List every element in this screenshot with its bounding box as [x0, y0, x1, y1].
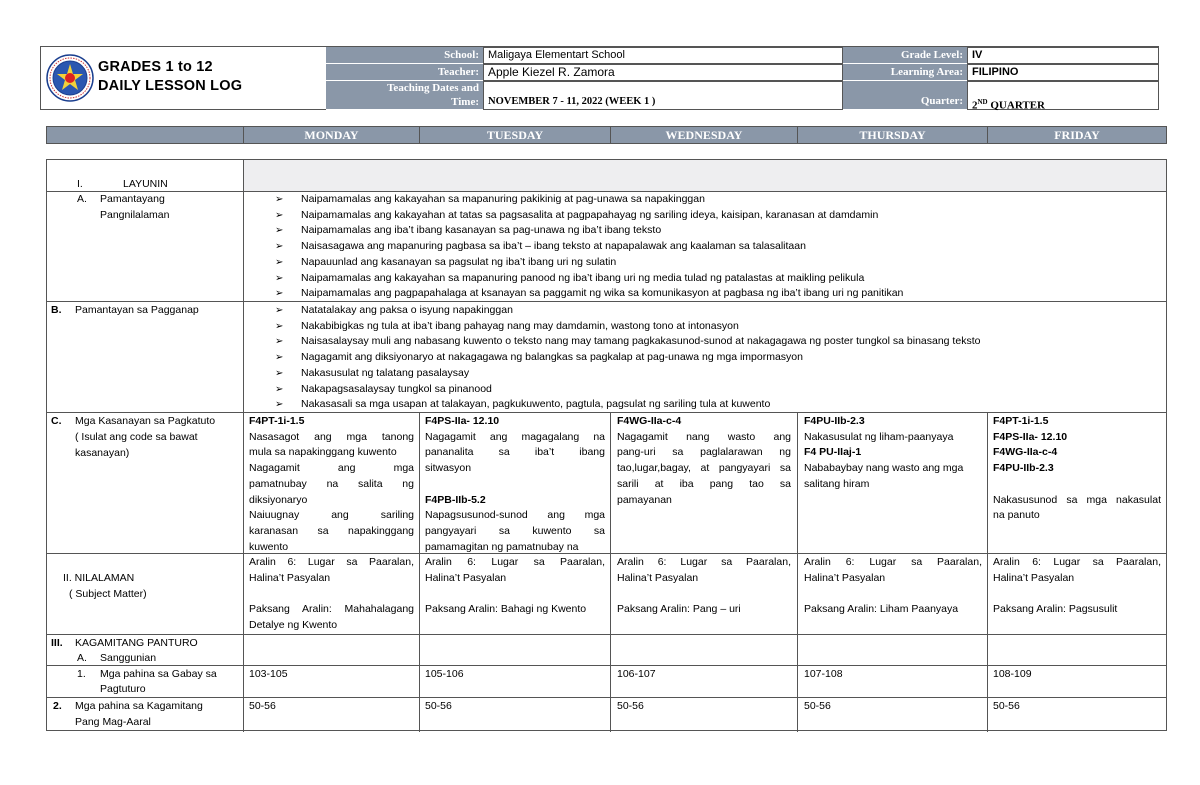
arrow-bullet-icon: ➢	[275, 367, 284, 379]
monday-line: mula sa napakinggang kuwento	[249, 446, 397, 459]
wednesday-line: tao,lugar,bagay, at pangyayari sa	[617, 462, 791, 475]
arrow-bullet-icon: ➢	[275, 209, 284, 221]
col-divider	[419, 412, 420, 732]
arrow-bullet-icon: ➢	[275, 336, 284, 348]
objective-text: Naipamamalas ang kakayahan at tatas sa pagsasalita at pagpapahayag ng sariling ideya, kaisipan, karanasan at damdamin	[301, 208, 879, 221]
thursday-content-cell	[804, 555, 982, 618]
wednesday-line: sarili at iba pang tao sa	[617, 477, 791, 490]
monday-line: Nasasagot ang mga tanong	[249, 430, 414, 443]
friday-code: F4PS-IIa- 12.10	[993, 430, 1068, 443]
tuesday-code-2: F4PB-IIb-5.2	[425, 493, 486, 506]
wednesday-topic: Paksang Aralin: Pang – uri	[617, 603, 741, 616]
wednesday-line: pang-uri sa paglalarawan ng	[617, 446, 791, 459]
aralin-title: Aralin 6: Lugar sa Paaralan,	[804, 556, 982, 568]
lm-pages-wednesday: 50-56	[617, 700, 644, 712]
kagamitan-label-2b: Pang Mag-Aaral	[75, 716, 151, 728]
page-title	[98, 58, 242, 96]
objective-text: Naipamamalas ang iba’t ibang kasanayan sa pag-unawa ng iba’t ibang teksto	[301, 224, 662, 237]
arrow-bullet-icon: ➢	[275, 288, 284, 300]
thursday-line: Nababaybay nang wasto ang mga	[804, 462, 964, 475]
tuesday-line: pananalita sa iba’t ibang	[425, 446, 605, 459]
lm-pages-friday: 50-56	[993, 700, 1020, 712]
tuesday-line: Napagsusunod-sunod ang mga	[425, 509, 605, 522]
row-divider	[47, 665, 1166, 666]
row-divider	[47, 553, 1166, 554]
teacher-value: Apple Kiezel R. Zamora	[483, 64, 843, 81]
nilalaman-label-1: II. NILALAMAN	[63, 572, 135, 584]
friday-code: F4WG-IIa-c-4	[993, 446, 1058, 459]
wednesday-code: F4WG-IIa-c-4	[617, 415, 682, 427]
monday-line: pamatnubay na salita ng	[249, 477, 414, 490]
dates-label-line1: Teaching Dates and	[387, 82, 479, 94]
gabay-pages-tuesday: 105-106	[425, 668, 464, 680]
col-divider	[797, 412, 798, 732]
tuesday-content-cell	[425, 555, 605, 618]
tuesday-line: pamamagitan ng pamatnubay na	[425, 540, 579, 553]
row-divider	[47, 634, 1166, 635]
lm-pages-tuesday: 50-56	[425, 700, 452, 712]
objective-text: Naisasagawa ang mapanuring pagbasa sa iba’t – ibang teksto at napapalawak ang kaalaman sa talasalitaan	[301, 240, 806, 253]
arrow-bullet-icon: ➢	[275, 272, 284, 284]
day-tuesday: TUESDAY	[419, 127, 610, 143]
monday-topic: Paksang Aralin: Mahahalagang	[249, 603, 414, 616]
aralin-title: Aralin 6: Lugar sa Paaralan,	[617, 556, 791, 568]
lesson-log-header	[40, 46, 1159, 110]
wednesday-line: pamayanan	[617, 493, 672, 506]
monday-line: kuwento	[249, 540, 289, 553]
lm-pages-monday: 50-56	[249, 700, 276, 712]
thursday-code: F4PU-IIb-2.3	[804, 415, 865, 427]
weekday-header-bar	[46, 126, 1167, 144]
arrow-bullet-icon: ➢	[275, 383, 284, 395]
quarter-rest: QUARTER	[987, 99, 1045, 112]
layunin-header-fill	[243, 160, 1166, 191]
col-divider	[610, 412, 611, 732]
day-thursday: THURSDAY	[797, 127, 987, 143]
gabay-label-2: Pagtuturo	[100, 683, 146, 695]
dates-label-line2: Time:	[451, 96, 479, 108]
layunin-label: LAYUNIN	[123, 178, 168, 190]
quarter-label	[843, 81, 967, 110]
col-divider	[243, 160, 244, 732]
gabay-label-1: Mga pahina sa Gabay sa	[100, 668, 217, 680]
quarter-sup: ND	[977, 98, 988, 106]
objective-text: Nagagamit ang diksiyonaryo at nakagagawa ng balangkas sa pagkalap at pag-unawa ng mga impormasyon	[301, 351, 803, 364]
friday-line: Nakasusunod sa mga nakasulat	[993, 493, 1161, 506]
aralin-subtitle: Halina’t Pasyalan	[425, 571, 507, 584]
sanggunian-label: Sanggunian	[100, 652, 157, 664]
monday-skills-cell	[249, 414, 414, 555]
arrow-bullet-icon: ➢	[275, 241, 284, 253]
section-c-label-2: ( Isulat ang code sa bawat	[75, 431, 198, 443]
layunin-number: I.	[77, 178, 83, 190]
tuesday-code: F4PS-IIa- 12.10	[425, 415, 500, 427]
dates-label	[326, 81, 483, 110]
quarter-value	[967, 81, 1159, 110]
section-c-label-3: kasanayan)	[75, 447, 130, 459]
kagamitan-label-2a: Mga pahina sa Kagamitang	[75, 700, 203, 712]
objective-text: Naipamamalas ang pagpapahalaga at ksanayan sa paggamit ng wika sa komunikasyon at pagbasa ng iba’t ibang uri ng panitikan	[301, 287, 904, 300]
col-divider	[987, 412, 988, 732]
gabay-pages-thursday: 107-108	[804, 668, 843, 680]
friday-skills-cell	[993, 414, 1161, 524]
aralin-title: Aralin 6: Lugar sa Paaralan,	[425, 556, 605, 568]
deped-seal-icon	[46, 54, 94, 102]
objective-text: Napauunlad ang kasanayan sa pagsulat ng iba’t ibang uri ng sulatin	[301, 255, 617, 268]
aralin-title: Aralin 6: Lugar sa Paaralan,	[249, 556, 414, 568]
wednesday-content-cell	[617, 555, 791, 618]
area-value: FILIPINO	[967, 64, 1159, 81]
dates-value	[483, 81, 843, 110]
aralin-title: Aralin 6: Lugar sa Paaralan,	[993, 556, 1161, 568]
arrow-bullet-icon: ➢	[275, 399, 284, 411]
section-b-label: Pamantayan sa Pagganap	[75, 304, 199, 316]
aralin-subtitle: Halina’t Pasyalan	[804, 571, 886, 584]
sanggunian-letter: A.	[77, 652, 87, 664]
arrow-bullet-icon: ➢	[275, 256, 284, 268]
gabay-pages-monday: 103-105	[249, 668, 288, 680]
objective-text: Naisasalaysay muli ang nabasang kuwento o teksto nang may tamang pagkakasunod-sunod at nakagagawa ng poster tungkol sa binasang teksto	[301, 335, 981, 348]
friday-content-cell	[993, 555, 1161, 618]
monday-line: diksiyonaryo	[249, 493, 308, 506]
section-a-letter: A.	[77, 193, 87, 205]
gabay-number: 1.	[77, 668, 86, 680]
dates-text: NOVEMBER 7 - 11, 2022 (WEEK 1 )	[488, 96, 656, 107]
gabay-pages-friday: 108-109	[993, 668, 1032, 680]
lesson-table	[46, 159, 1167, 731]
arrow-bullet-icon: ➢	[275, 320, 284, 332]
nilalaman-label-2: ( Subject Matter)	[69, 588, 147, 600]
area-label: Learning Area:	[843, 64, 967, 81]
objective-text: Nakabibigkas ng tula at iba’t ibang pahayag nang may damdamin, wastong tono at intonasyon	[301, 319, 739, 332]
tuesday-topic: Paksang Aralin: Bahagi ng Kwento	[425, 603, 587, 616]
quarter-label-text: Quarter:	[920, 95, 963, 107]
friday-code: F4PU-IIb-2.3	[993, 462, 1054, 475]
tuesday-line: pangyayari sa kuwento sa	[425, 524, 605, 537]
arrow-bullet-icon: ➢	[275, 194, 284, 205]
tuesday-line: sitwasyon	[425, 462, 472, 475]
school-value: Maligaya Elementart School	[483, 47, 843, 64]
objective-text: Naipamamalas ang kakayahan sa mapanuring panood ng iba’t ibang uri ng media tulad ng patalastas at maikling pelikula	[301, 271, 865, 284]
row-divider	[47, 697, 1166, 698]
thursday-skills-cell	[804, 414, 982, 493]
monday-line: Naiuugnay ang sariling	[249, 509, 414, 522]
day-wednesday: WEDNESDAY	[610, 127, 797, 143]
quarter-num: 2	[972, 99, 978, 112]
arrow-bullet-icon: ➢	[275, 352, 284, 364]
thursday-line: Nakasusulat ng liham-paanyaya	[804, 430, 954, 443]
day-monday: MONDAY	[243, 127, 419, 143]
monday-line: karanasan sa napakinggang	[249, 524, 414, 537]
monday-code: F4PT-1i-1.5	[249, 415, 305, 427]
kagamitan-number: III.	[51, 637, 63, 649]
monday-line: Nagagamit ang mga	[249, 462, 414, 475]
objective-text: Natatalakay ang paksa o isyung napakinggan	[301, 304, 513, 316]
kagamitan-label: KAGAMITANG PANTURO	[75, 637, 198, 649]
friday-line: na panuto	[993, 509, 1040, 522]
day-friday: FRIDAY	[987, 127, 1166, 143]
grade-value: IV	[967, 47, 1159, 64]
objective-text: Naipamamalas ang kakayahan sa mapanuring pakikinig at pag-unawa sa napakinggan	[301, 193, 705, 205]
objective-text: Nakasusulat ng talatang pasalaysay	[301, 366, 470, 379]
friday-code: F4PT-1i-1.5	[993, 415, 1049, 427]
monday-topic-2: Detalye ng Kwento	[249, 618, 338, 631]
thursday-topic: Paksang Aralin: Liham Paanyaya	[804, 603, 959, 616]
gabay-pages-wednesday: 106-107	[617, 668, 656, 680]
friday-topic: Paksang Aralin: Pagsusulit	[993, 603, 1118, 616]
teacher-label: Teacher:	[326, 64, 483, 81]
grade-label: Grade Level:	[843, 47, 967, 64]
thursday-line: salitang hiram	[804, 477, 870, 490]
aralin-subtitle: Halina’t Pasyalan	[993, 571, 1075, 584]
objective-text: Nakasasali sa mga usapan at talakayan, pagkukuwento, pagtula, pagsulat ng sariling tula at kuwento	[301, 398, 771, 411]
section-c-label-1: Mga Kasanayan sa Pagkatuto	[75, 415, 216, 427]
aralin-subtitle: Halina’t Pasyalan	[617, 571, 699, 584]
aralin-subtitle: Halina’t Pasyalan	[249, 571, 331, 584]
title-line-2: DAILY LESSON LOG	[98, 78, 243, 94]
thursday-code-2: F4 PU-IIaj-1	[804, 446, 862, 459]
lm-pages-thursday: 50-56	[804, 700, 831, 712]
tuesday-line: Nagagamit ang magagalang na	[425, 430, 605, 443]
kagamitan-number-2: 2.	[53, 700, 62, 712]
section-b-letter: B.	[51, 304, 62, 316]
tuesday-skills-cell	[425, 414, 605, 555]
section-c-letter: C.	[51, 415, 62, 427]
objective-text: Nakapagsasalaysay tungkol sa pinanood	[301, 382, 492, 395]
wednesday-line: Nagagamit nang wasto ang	[617, 430, 791, 443]
arrow-bullet-icon: ➢	[275, 305, 284, 316]
school-label: School:	[326, 47, 483, 64]
monday-content-cell	[249, 555, 414, 634]
title-line-1: GRADES 1 to 12	[98, 59, 213, 75]
wednesday-skills-cell	[617, 414, 791, 508]
arrow-bullet-icon: ➢	[275, 225, 284, 237]
section-a-label-2: Pangnilalaman	[100, 209, 170, 221]
section-a-label-1: Pamantayang	[100, 193, 165, 205]
